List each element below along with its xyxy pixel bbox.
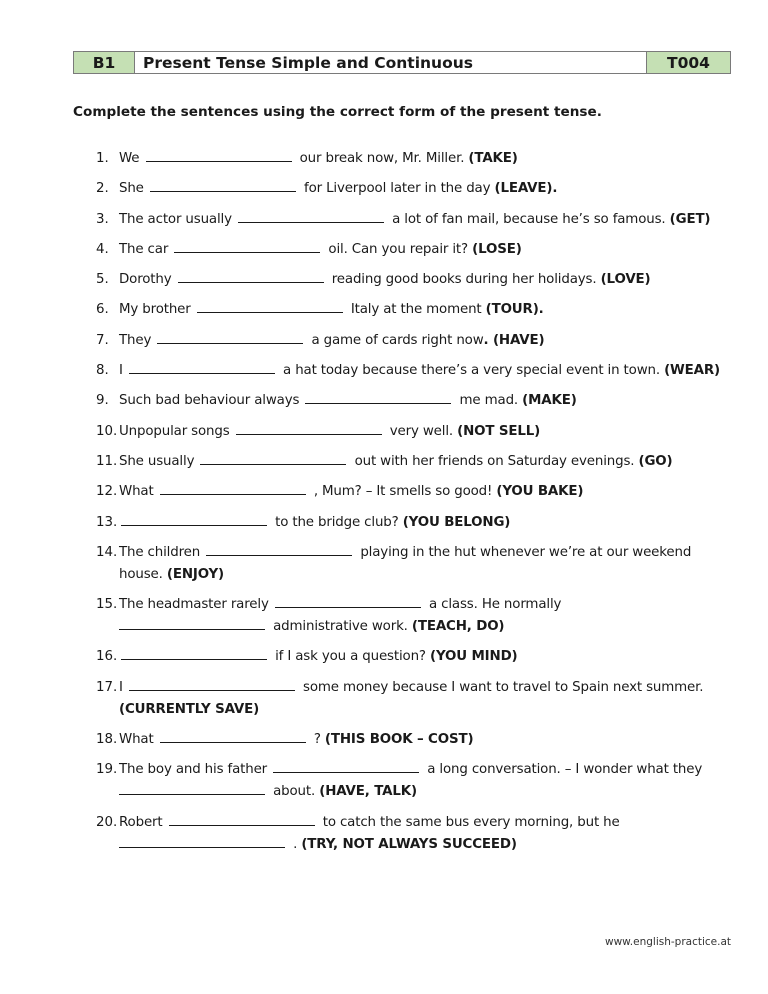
exercise-item [96,421,736,443]
exercise-item [96,239,736,261]
sentence-end-2: administrative work. [273,619,408,635]
sentence-end: some money because I want to travel to Spain next summer. [303,679,704,695]
exercise-item [96,481,736,503]
exercise-item [96,390,736,412]
sentence-start: I [119,679,123,695]
answer-blank[interactable] [174,239,320,253]
sentence-end: a hat today because there’s a very special event in town. [283,363,660,379]
exercise-number: 9. [96,393,109,409]
exercise-number: 17. [96,679,118,695]
answer-blank[interactable] [275,594,421,608]
answer-blank[interactable] [273,759,419,773]
sentence-end: a long conversation. – I wonder what they [427,762,703,778]
sentence-end: a class. He normally [428,597,562,613]
exercise-number: 16. [96,649,118,665]
verb-hint: (GET) [669,211,711,227]
verb-hint: (LOSE) [472,241,522,257]
sentence-start: What [119,732,154,748]
exercise-number: 15. [96,597,118,613]
sentence-start: The actor usually [119,211,232,227]
sentence-start: I [119,363,123,379]
worksheet-header [73,51,731,74]
exercise-item [96,812,736,856]
sentence-end: ? [313,732,321,748]
exercise-number: 4. [96,241,109,257]
answer-blank[interactable] [169,812,315,826]
answer-blank[interactable] [121,646,267,660]
exercise-number: 12. [96,484,118,500]
exercise-number: 5. [96,272,109,288]
answer-blank[interactable] [119,616,265,630]
exercise-item [96,178,736,200]
level-badge: B1 [74,52,135,73]
sentence-start: Such bad behaviour always [119,393,300,409]
sentence-end: a game of cards right now [311,332,484,348]
sentence-start: Dorothy [119,272,172,288]
answer-blank[interactable] [160,729,306,743]
sentence-start: Robert [119,814,163,830]
verb-hint: (NOT SELL) [457,423,541,439]
verb-hint: (TAKE) [468,151,518,166]
exercise-number: 6. [96,302,109,318]
exercise-item [96,729,736,751]
exercise-number: 10. [96,423,118,439]
verb-hint: (TOUR). [485,302,544,318]
verb-hint: (MAKE) [522,393,577,409]
exercise-number: 8. [96,363,109,379]
sentence-start: We [119,151,140,166]
sentence-end: for Liverpool later in the day [304,181,491,197]
exercise-number: 14. [96,544,118,560]
exercise-item [96,677,736,721]
sentence-end: a lot of fan mail, because he’s so famous. [392,211,666,227]
answer-blank[interactable] [129,677,295,691]
sentence-end: if I ask you a question? [275,649,426,665]
verb-hint: (YOU BELONG) [402,514,511,530]
answer-blank[interactable] [197,299,343,313]
verb-hint: (THIS BOOK – COST) [324,732,474,748]
sentence-start: She [119,181,144,197]
sentence-end: me mad. [459,393,519,409]
worksheet-title: Present Tense Simple and Continuous [135,52,647,73]
answer-blank[interactable] [121,512,267,526]
exercise-number: 11. [96,453,118,469]
exercise-item [96,148,736,170]
sentence-end-2: about. [273,784,316,800]
sentence-start: The headmaster rarely [119,597,269,613]
verb-hint: (ENJOY) [166,566,224,582]
exercise-item [96,451,736,473]
sentence-start: They [119,332,152,348]
sentence-start: Unpopular songs [119,423,230,439]
sentence-end: oil. Can you repair it? [328,241,468,257]
sentence-end: to catch the same bus every morning, but he [322,814,620,830]
answer-blank[interactable] [160,481,306,495]
exercise-item [96,542,736,586]
sentence-end: playing in the hut whenever we’re at our weekend house. [119,544,692,582]
instructions: Complete the sentences using the correct form of the present tense. [73,104,602,120]
answer-blank[interactable] [236,421,382,435]
exercise-item [96,594,736,638]
sentence-start: The children [119,544,201,560]
verb-hint: (LEAVE). [494,181,558,197]
answer-blank[interactable] [119,781,265,795]
answer-blank[interactable] [200,451,346,465]
exercise-number: 13. [96,514,118,530]
exercise-item [96,299,736,321]
exercise-number: 20. [96,814,118,830]
exercise-list [96,148,736,864]
exercise-item [96,360,736,382]
answer-blank[interactable] [129,360,275,374]
verb-hint: (TEACH, DO) [411,619,505,635]
sentence-end: very well. [389,423,454,439]
verb-hint: (TRY, NOT ALWAYS SUCCEED) [301,836,517,852]
sentence-start: What [119,484,154,500]
sentence-end: , Mum? – It smells so good! [313,484,493,500]
exercise-number: 19. [96,762,118,778]
verb-hint: (GO) [638,453,673,469]
exercise-item [96,512,736,534]
sentence-start: The boy and his father [119,762,268,778]
sentence-end: Italy at the moment [350,302,482,318]
verb-hint: (WEAR) [664,363,720,379]
exercise-number: 7. [96,332,109,348]
sentence-end: reading good books during her holidays. [331,272,597,288]
sentence-end-2: . [293,836,298,852]
exercise-item [96,330,736,352]
exercise-number: 2. [96,181,109,197]
answer-blank[interactable] [305,390,451,404]
exercise-item [96,209,736,231]
answer-blank[interactable] [119,834,285,848]
sentence-start: My brother [119,302,191,318]
exercise-item [96,759,736,803]
exercise-number: 18. [96,732,118,748]
answer-blank[interactable] [146,148,292,162]
sentence-end: to the bridge club? [275,514,399,530]
verb-hint: (LOVE) [600,272,651,288]
verb-hint: (YOU MIND) [430,649,518,665]
answer-blank[interactable] [206,542,352,556]
sentence-end: out with her friends on Saturday evenings. [354,453,635,469]
answer-blank[interactable] [150,178,296,192]
answer-blank[interactable] [157,330,303,344]
verb-hint: (CURRENTLY SAVE) [119,701,260,717]
worksheet-code: T004 [647,52,730,73]
verb-hint: (HAVE, TALK) [319,784,417,800]
sentence-start: The car [119,241,169,257]
answer-blank[interactable] [178,269,324,283]
verb-hint: . (HAVE) [483,332,545,348]
exercise-number: 1. [96,151,109,166]
exercise-number: 3. [96,211,109,227]
sentence-end: our break now, Mr. Miller. [299,151,465,166]
verb-hint: (YOU BAKE) [496,484,584,500]
sentence-start: She usually [119,453,195,469]
exercise-item [96,269,736,291]
answer-blank[interactable] [238,209,384,223]
footer-website: www.english-practice.at [604,936,731,948]
exercise-item [96,646,736,668]
